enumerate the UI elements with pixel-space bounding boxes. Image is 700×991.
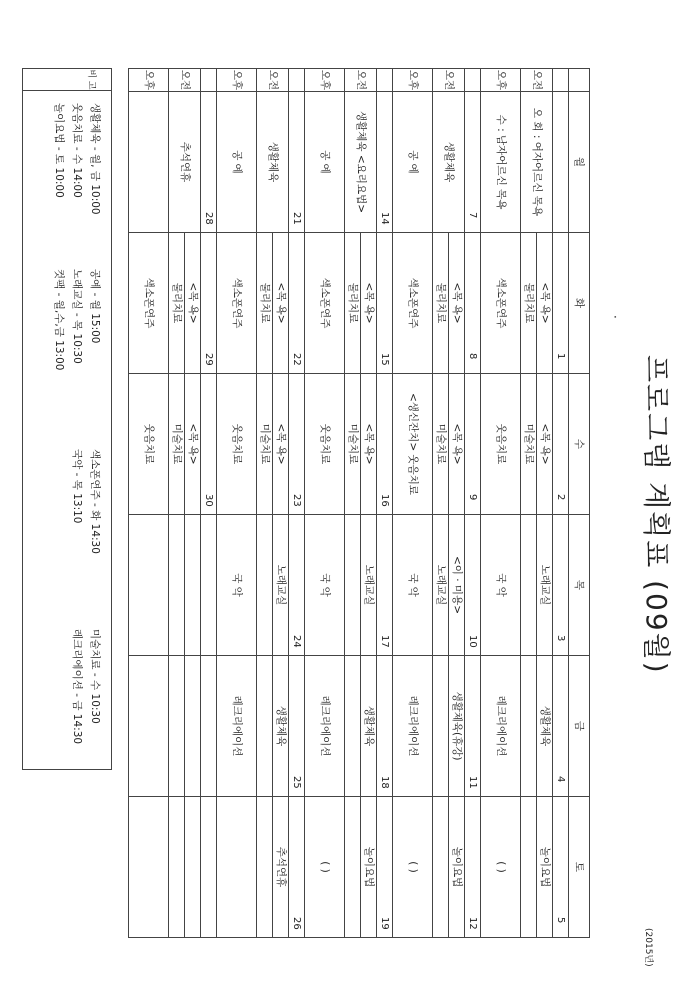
cell-am bbox=[185, 656, 201, 797]
cell-mon-am: 생활체육 bbox=[257, 92, 289, 233]
cell-am-2 bbox=[169, 515, 185, 656]
cell-pm: 웃음치료 bbox=[217, 374, 257, 515]
cell-am-2: 물리치료 bbox=[433, 233, 449, 374]
cell-am-2 bbox=[257, 515, 273, 656]
cell-am-2: 물리치료 bbox=[345, 233, 361, 374]
cell-pm: 레크리에이션 bbox=[481, 656, 521, 797]
cell-mon-am: 오 회 : 여자어르신 목욕 bbox=[521, 92, 553, 233]
cell-pm: 국 악 bbox=[305, 515, 345, 656]
date-number: 1 bbox=[553, 233, 569, 374]
cell-pm bbox=[129, 515, 169, 656]
date-number: 25 bbox=[289, 656, 305, 797]
cell-am-2 bbox=[345, 797, 361, 938]
cell-mon-pm: 공 예 bbox=[217, 92, 257, 233]
cell-am: <목 욕> bbox=[185, 374, 201, 515]
cell-pm: 국 악 bbox=[217, 515, 257, 656]
row-label-am: 오전 bbox=[257, 69, 289, 92]
cell-am-2: 미술치료 bbox=[433, 374, 449, 515]
cell-am: <목 욕> bbox=[273, 233, 289, 374]
day-header: 목 bbox=[569, 515, 590, 656]
cell-pm: 레크리에이션 bbox=[217, 656, 257, 797]
cell-pm bbox=[129, 797, 169, 938]
date-row bbox=[377, 69, 393, 938]
cell-am-2 bbox=[169, 656, 185, 797]
legend-item: 놀이요법 - 토 10:00 bbox=[53, 103, 65, 198]
corner-cell bbox=[569, 69, 590, 92]
date-number: 18 bbox=[377, 656, 393, 797]
legend-item: 색소폰연주 - 화 14:30 bbox=[89, 449, 101, 554]
date-number-mon: 14 bbox=[377, 92, 393, 233]
row-label-blank bbox=[289, 69, 305, 92]
date-number: 12 bbox=[465, 797, 481, 938]
pm-row bbox=[129, 69, 169, 938]
date-number: 23 bbox=[289, 374, 305, 515]
cell-am: <목 욕> bbox=[449, 233, 465, 374]
cell-am: <목 욕> bbox=[361, 374, 377, 515]
date-number: 29 bbox=[201, 233, 217, 374]
cell-am: 놀이요법 bbox=[449, 797, 465, 938]
date-number-mon: 7 bbox=[465, 92, 481, 233]
cell-am-2 bbox=[521, 656, 537, 797]
cell-am-2: 물리치료 bbox=[169, 233, 185, 374]
row-label-pm: 오후 bbox=[217, 69, 257, 92]
date-number: 5 bbox=[553, 797, 569, 938]
cell-am: <목 욕> bbox=[273, 374, 289, 515]
date-row bbox=[465, 69, 481, 938]
date-number-mon: 28 bbox=[201, 92, 217, 233]
row-label-am: 오전 bbox=[345, 69, 377, 92]
cell-mon-am: 생활체육 <요리요법> bbox=[345, 92, 377, 233]
cell-am: <목 욕> bbox=[449, 374, 465, 515]
date-number: 15 bbox=[377, 233, 393, 374]
calendar-table bbox=[128, 68, 590, 938]
cell-am-2: 미술치료 bbox=[257, 374, 273, 515]
row-label-pm: 오후 bbox=[481, 69, 521, 92]
date-number: 16 bbox=[377, 374, 393, 515]
cell-pm bbox=[129, 656, 169, 797]
am-row bbox=[537, 69, 553, 938]
cell-am: <이 · 미용> bbox=[449, 515, 465, 656]
cell-pm: 색소폰연주 bbox=[305, 233, 345, 374]
cell-am-2: 미술치료 bbox=[345, 374, 361, 515]
cell-mon-am: 생활체육 bbox=[433, 92, 465, 233]
pm-row bbox=[481, 69, 521, 938]
cell-am-2: 미술치료 bbox=[169, 374, 185, 515]
cell-pm: 웃음치료 bbox=[129, 374, 169, 515]
row-label-pm: 오후 bbox=[393, 69, 433, 92]
cell-am-2 bbox=[257, 797, 273, 938]
cell-am: 노래교실 bbox=[361, 515, 377, 656]
pm-row bbox=[305, 69, 345, 938]
date-number: 10 bbox=[465, 515, 481, 656]
date-number: 3 bbox=[553, 515, 569, 656]
am-row bbox=[273, 69, 289, 938]
row-label-blank bbox=[377, 69, 393, 92]
row-label-am: 오전 bbox=[521, 69, 553, 92]
cell-pm: 색소폰연주 bbox=[481, 233, 521, 374]
date-number bbox=[201, 797, 217, 938]
row-label-am: 오전 bbox=[433, 69, 465, 92]
day-header-mon: 월 bbox=[569, 92, 590, 233]
cell-am-2: 노래교실 bbox=[433, 515, 449, 656]
cell-am-2 bbox=[521, 797, 537, 938]
row-label-blank bbox=[465, 69, 481, 92]
cell-am-2: 미술치료 bbox=[521, 374, 537, 515]
cell-am: <목 욕> bbox=[361, 233, 377, 374]
row-label-pm: 오후 bbox=[129, 69, 169, 92]
cell-am-2 bbox=[433, 656, 449, 797]
legend-item: 레크리에이션 - 금 14:30 bbox=[71, 629, 83, 745]
cell-mon-pm: 수 : 남자어르신 목욕 bbox=[481, 92, 521, 233]
day-header: 화 bbox=[569, 233, 590, 374]
cell-am-2 bbox=[345, 656, 361, 797]
cell-am: 생활체육 bbox=[361, 656, 377, 797]
cell-pm bbox=[217, 797, 257, 938]
cell-pm: ( ) bbox=[393, 797, 433, 938]
row-label-pm: 오후 bbox=[305, 69, 345, 92]
day-header: 금 bbox=[569, 656, 590, 797]
legend-item: 웃음치료 - 수 14:00 bbox=[71, 103, 83, 198]
cell-pm: <생신잔치> 웃음치료 bbox=[393, 374, 433, 515]
legend-label: 비 고 bbox=[23, 69, 111, 91]
cell-am-2 bbox=[169, 797, 185, 938]
cell-mon-am: 추석연휴 bbox=[169, 92, 201, 233]
cell-pm: ( ) bbox=[481, 797, 521, 938]
cell-am: 추석연휴 bbox=[273, 797, 289, 938]
date-number: 30 bbox=[201, 374, 217, 515]
date-number: 26 bbox=[289, 797, 305, 938]
date-number: 11 bbox=[465, 656, 481, 797]
cell-pm: ( ) bbox=[305, 797, 345, 938]
cell-am: <목 욕> bbox=[537, 233, 553, 374]
cell-am bbox=[185, 797, 201, 938]
cell-am-2 bbox=[433, 797, 449, 938]
dot-mark: · bbox=[608, 315, 622, 319]
date-number bbox=[201, 656, 217, 797]
cell-pm: 레크리에이션 bbox=[393, 656, 433, 797]
day-header-row bbox=[569, 69, 590, 938]
cell-am-2 bbox=[345, 515, 361, 656]
day-header: 토 bbox=[569, 797, 590, 938]
date-row bbox=[201, 69, 217, 938]
date-row bbox=[289, 69, 305, 938]
date-number: 2 bbox=[553, 374, 569, 515]
cell-pm: 색소폰연주 bbox=[393, 233, 433, 374]
date-number: 24 bbox=[289, 515, 305, 656]
date-number: 8 bbox=[465, 233, 481, 374]
cell-am: 노래교실 bbox=[273, 515, 289, 656]
pm-row bbox=[393, 69, 433, 938]
legend-item: 생활체육 - 월, 금 10:00 bbox=[89, 103, 101, 215]
cell-am: 생활체육 bbox=[273, 656, 289, 797]
page-title: 프로그램 계획표 (09월) bbox=[640, 355, 673, 675]
cell-am: <목 욕> bbox=[185, 233, 201, 374]
date-row bbox=[553, 69, 569, 938]
cell-pm: 국 악 bbox=[481, 515, 521, 656]
date-number: 4 bbox=[553, 656, 569, 797]
cell-mon-pm bbox=[129, 92, 169, 233]
cell-am: 놀이요법 bbox=[537, 797, 553, 938]
legend-item: 컷팩 - 월,수,금 13:00 bbox=[53, 269, 65, 371]
cell-am-2 bbox=[257, 656, 273, 797]
date-number: 17 bbox=[377, 515, 393, 656]
cell-pm: 국 악 bbox=[393, 515, 433, 656]
row-label-blank bbox=[201, 69, 217, 92]
am-row bbox=[449, 69, 465, 938]
legend-item: 미술치료 - 수 10:30 bbox=[89, 629, 101, 724]
legend-item: 공예 - 월 15:00 bbox=[89, 269, 101, 344]
am-row bbox=[185, 69, 201, 938]
cell-am: 놀이요법 bbox=[361, 797, 377, 938]
year-note: (2015년) bbox=[643, 928, 653, 967]
cell-mon-pm: 공 예 bbox=[393, 92, 433, 233]
legend-item: 노래교실 - 목 10:30 bbox=[71, 269, 83, 364]
cell-pm: 웃음치료 bbox=[481, 374, 521, 515]
date-number-mon bbox=[553, 92, 569, 233]
cell-am bbox=[185, 515, 201, 656]
cell-am: 생활체육 bbox=[537, 656, 553, 797]
cell-pm: 색소폰연주 bbox=[129, 233, 169, 374]
cell-am-2 bbox=[521, 515, 537, 656]
pm-row bbox=[217, 69, 257, 938]
cell-am-2: 물리치료 bbox=[257, 233, 273, 374]
cell-pm: 색소폰연주 bbox=[217, 233, 257, 374]
date-number-mon: 21 bbox=[289, 92, 305, 233]
date-number: 19 bbox=[377, 797, 393, 938]
legend-box bbox=[22, 68, 112, 770]
legend-item: 국악 - 목 13:10 bbox=[71, 449, 83, 524]
day-header: 수 bbox=[569, 374, 590, 515]
cell-pm: 레크리에이션 bbox=[305, 656, 345, 797]
date-number: 9 bbox=[465, 374, 481, 515]
cell-am: 노래교실 bbox=[537, 515, 553, 656]
date-number: 22 bbox=[289, 233, 305, 374]
cell-am-2: 물리치료 bbox=[521, 233, 537, 374]
row-label-blank bbox=[553, 69, 569, 92]
am-row bbox=[361, 69, 377, 938]
cell-am: <목 욕> bbox=[537, 374, 553, 515]
cell-mon-pm: 공 예 bbox=[305, 92, 345, 233]
row-label-am: 오전 bbox=[169, 69, 201, 92]
date-number bbox=[201, 515, 217, 656]
cell-pm: 웃음치료 bbox=[305, 374, 345, 515]
cell-am: 생활체육(휴강) bbox=[449, 656, 465, 797]
